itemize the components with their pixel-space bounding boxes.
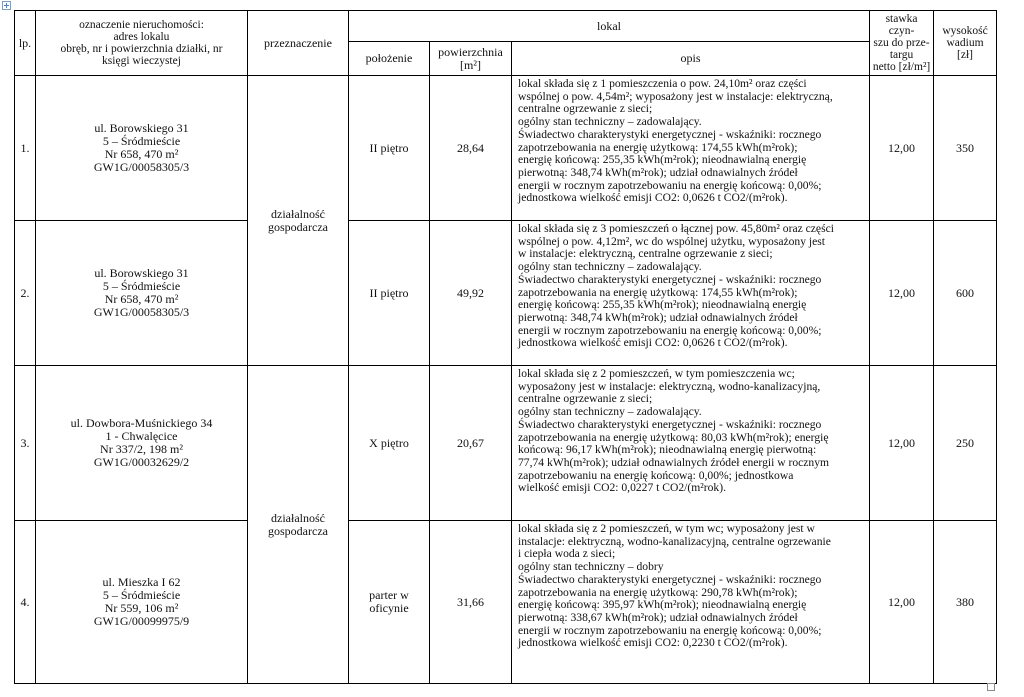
header-rate: stawka czyn- szu do prze- targu netto [zł/m²] — [870, 11, 934, 76]
cell-rate: 12,00 — [870, 366, 934, 521]
cell-purpose: działalność gospodarcza — [248, 366, 349, 684]
cell-address: ul. Borowskiego 31 5 – Śródmieście Nr 658, 470 m² GW1G/00058305/3 — [36, 76, 248, 221]
cell-rate: 12,00 — [870, 221, 934, 366]
cell-area: 20,67 — [430, 366, 512, 521]
header-position: położenie — [349, 42, 430, 76]
header-area: powierzchnia [m²] — [430, 42, 512, 76]
cell-position: parter w oficynie — [349, 521, 430, 684]
header-deposit: wysokość wadium [zł] — [934, 11, 997, 76]
cell-deposit: 600 — [934, 221, 997, 366]
header-property: oznaczenie nieruchomości: adres lokalu obręb, nr i powierzchnia działki, nr księgi wieczystej — [36, 11, 248, 76]
cell-description: lokal składa się z 2 pomieszczeń, w tym pomieszczenia wc; wyposażony jest w instalacje: elektryczną, wodno-kanalizacyjną, centralne ogrzewanie z sieci; ogólny stan techniczny – zadowalający. Świadectwo charakterystyki energetycznej - wskaźniki: rocznego zapotrzebowania na energię użytkową: 80,03 kWh(m²rok); energię końcową: 96,17 kWh(m²rok); nieodnawialną energię pierwotną: 77,74 kWh(m²rok); udział odnawialnych źródeł energii w rocznym zapotrzebowaniu na energię końcową: 0,00%; jednostkowa wielkość emisji CO2: 0,0227 t CO2/(m²rok). — [512, 366, 870, 521]
cell-lp: 1. — [15, 76, 36, 221]
cell-deposit: 250 — [934, 366, 997, 521]
cell-area: 31,66 — [430, 521, 512, 684]
header-premises: lokal — [349, 11, 870, 42]
property-table — [14, 10, 997, 684]
table-row — [15, 76, 997, 221]
cell-address: ul. Borowskiego 31 5 – Śródmieście Nr 658, 470 m² GW1G/00058305/3 — [36, 221, 248, 366]
table-row — [15, 366, 997, 521]
cell-description: lokal składa się z 2 pomieszczeń, w tym wc; wyposażony jest w instalacje: elektryczną, wodno-kanalizacyjną, centralne ogrzewanie i ciepła woda z sieci; ogólny stan techniczny – dobry Świadectwo charakterystyki energetycznej - wskaźniki: rocznego zapotrzebowania na energię użytkową: 290,78 kWh(m²rok); energię końcową: 395,97 kWh(m²rok); nieodnawialną energię pierwotną: 338,67 kWh(m²rok); udział odnawialnych źródeł energii w rocznym zapotrzebowaniu na energię końcową: 0,00%; jednostkowa wielkość emisji CO2: 0,2230 t CO2/(m²rok). — [512, 521, 870, 684]
table-row — [15, 221, 997, 366]
cell-area: 49,92 — [430, 221, 512, 366]
header-description: opis — [512, 42, 870, 76]
table-row — [15, 521, 997, 684]
cell-description: lokal składa się z 3 pomieszczeń o łącznej pow. 45,80m² oraz części wspólnej o pow. 4,12m², wc do wspólnej użytku, wyposażony jest w instalacje: elektryczną, centralne ogrzewanie z sieci; ogólny stan techniczny – zadowalający. Świadectwo charakterystyki energetycznej - wskaźniki: rocznego zapotrzebowania na energię użytkową: 174,55 kWh(m²rok); energię końcową: 255,35 kWh(m²rok); nieodnawialną energię pierwotną: 348,74 kWh(m²rok); udział odnawialnych źródeł energii w rocznym zapotrzebowaniu na energię końcową: 0,00%; jednostkowa wielkość emisji CO2: 0,0626 t CO2/(m²rok). — [512, 221, 870, 366]
cell-rate: 12,00 — [870, 76, 934, 221]
cell-position: X piętro — [349, 366, 430, 521]
cell-address: ul. Mieszka I 62 5 – Śródmieście Nr 559, 106 m² GW1G/00099975/9 — [36, 521, 248, 684]
cell-deposit: 380 — [934, 521, 997, 684]
header-row — [15, 11, 997, 42]
cell-lp: 4. — [15, 521, 36, 684]
cell-purpose: działalność gospodarcza — [248, 76, 349, 366]
cell-position: II piętro — [349, 76, 430, 221]
cell-lp: 3. — [15, 366, 36, 521]
table-move-handle-icon[interactable] — [2, 1, 11, 10]
cell-lp: 2. — [15, 221, 36, 366]
cell-description: lokal składa się z 1 pomieszczenia o pow. 24,10m² oraz części wspólnej o pow. 4,54m²; wyposażony jest w instalacje: elektryczną, centralne ogrzewanie z sieci; ogólny stan techniczny – zadowalający. Świadectwo charakterystyki energetycznej - wskaźniki: rocznego zapotrzebowania na energię użytkową: 174,55 kWh(m²rok); energię końcową: 255,35 kWh(m²rok); nieodnawialną energię pierwotną: 348,74 kWh(m²rok); udział odnawialnych źródeł energii w rocznym zapotrzebowaniu na energię końcową: 0,00%; jednostkowa wielkość emisji CO2: 0,0626 t CO2/(m²rok). — [512, 76, 870, 221]
table-resize-handle-icon[interactable] — [987, 683, 995, 691]
cell-address: ul. Dowbora-Muśnickiego 34 1 - Chwalęcice Nr 337/2, 198 m² GW1G/00032629/2 — [36, 366, 248, 521]
cell-deposit: 350 — [934, 76, 997, 221]
cell-position: II piętro — [349, 221, 430, 366]
cell-area: 28,64 — [430, 76, 512, 221]
header-purpose: przeznaczenie — [248, 11, 349, 76]
header-lp: lp. — [15, 11, 36, 76]
cell-rate: 12,00 — [870, 521, 934, 684]
